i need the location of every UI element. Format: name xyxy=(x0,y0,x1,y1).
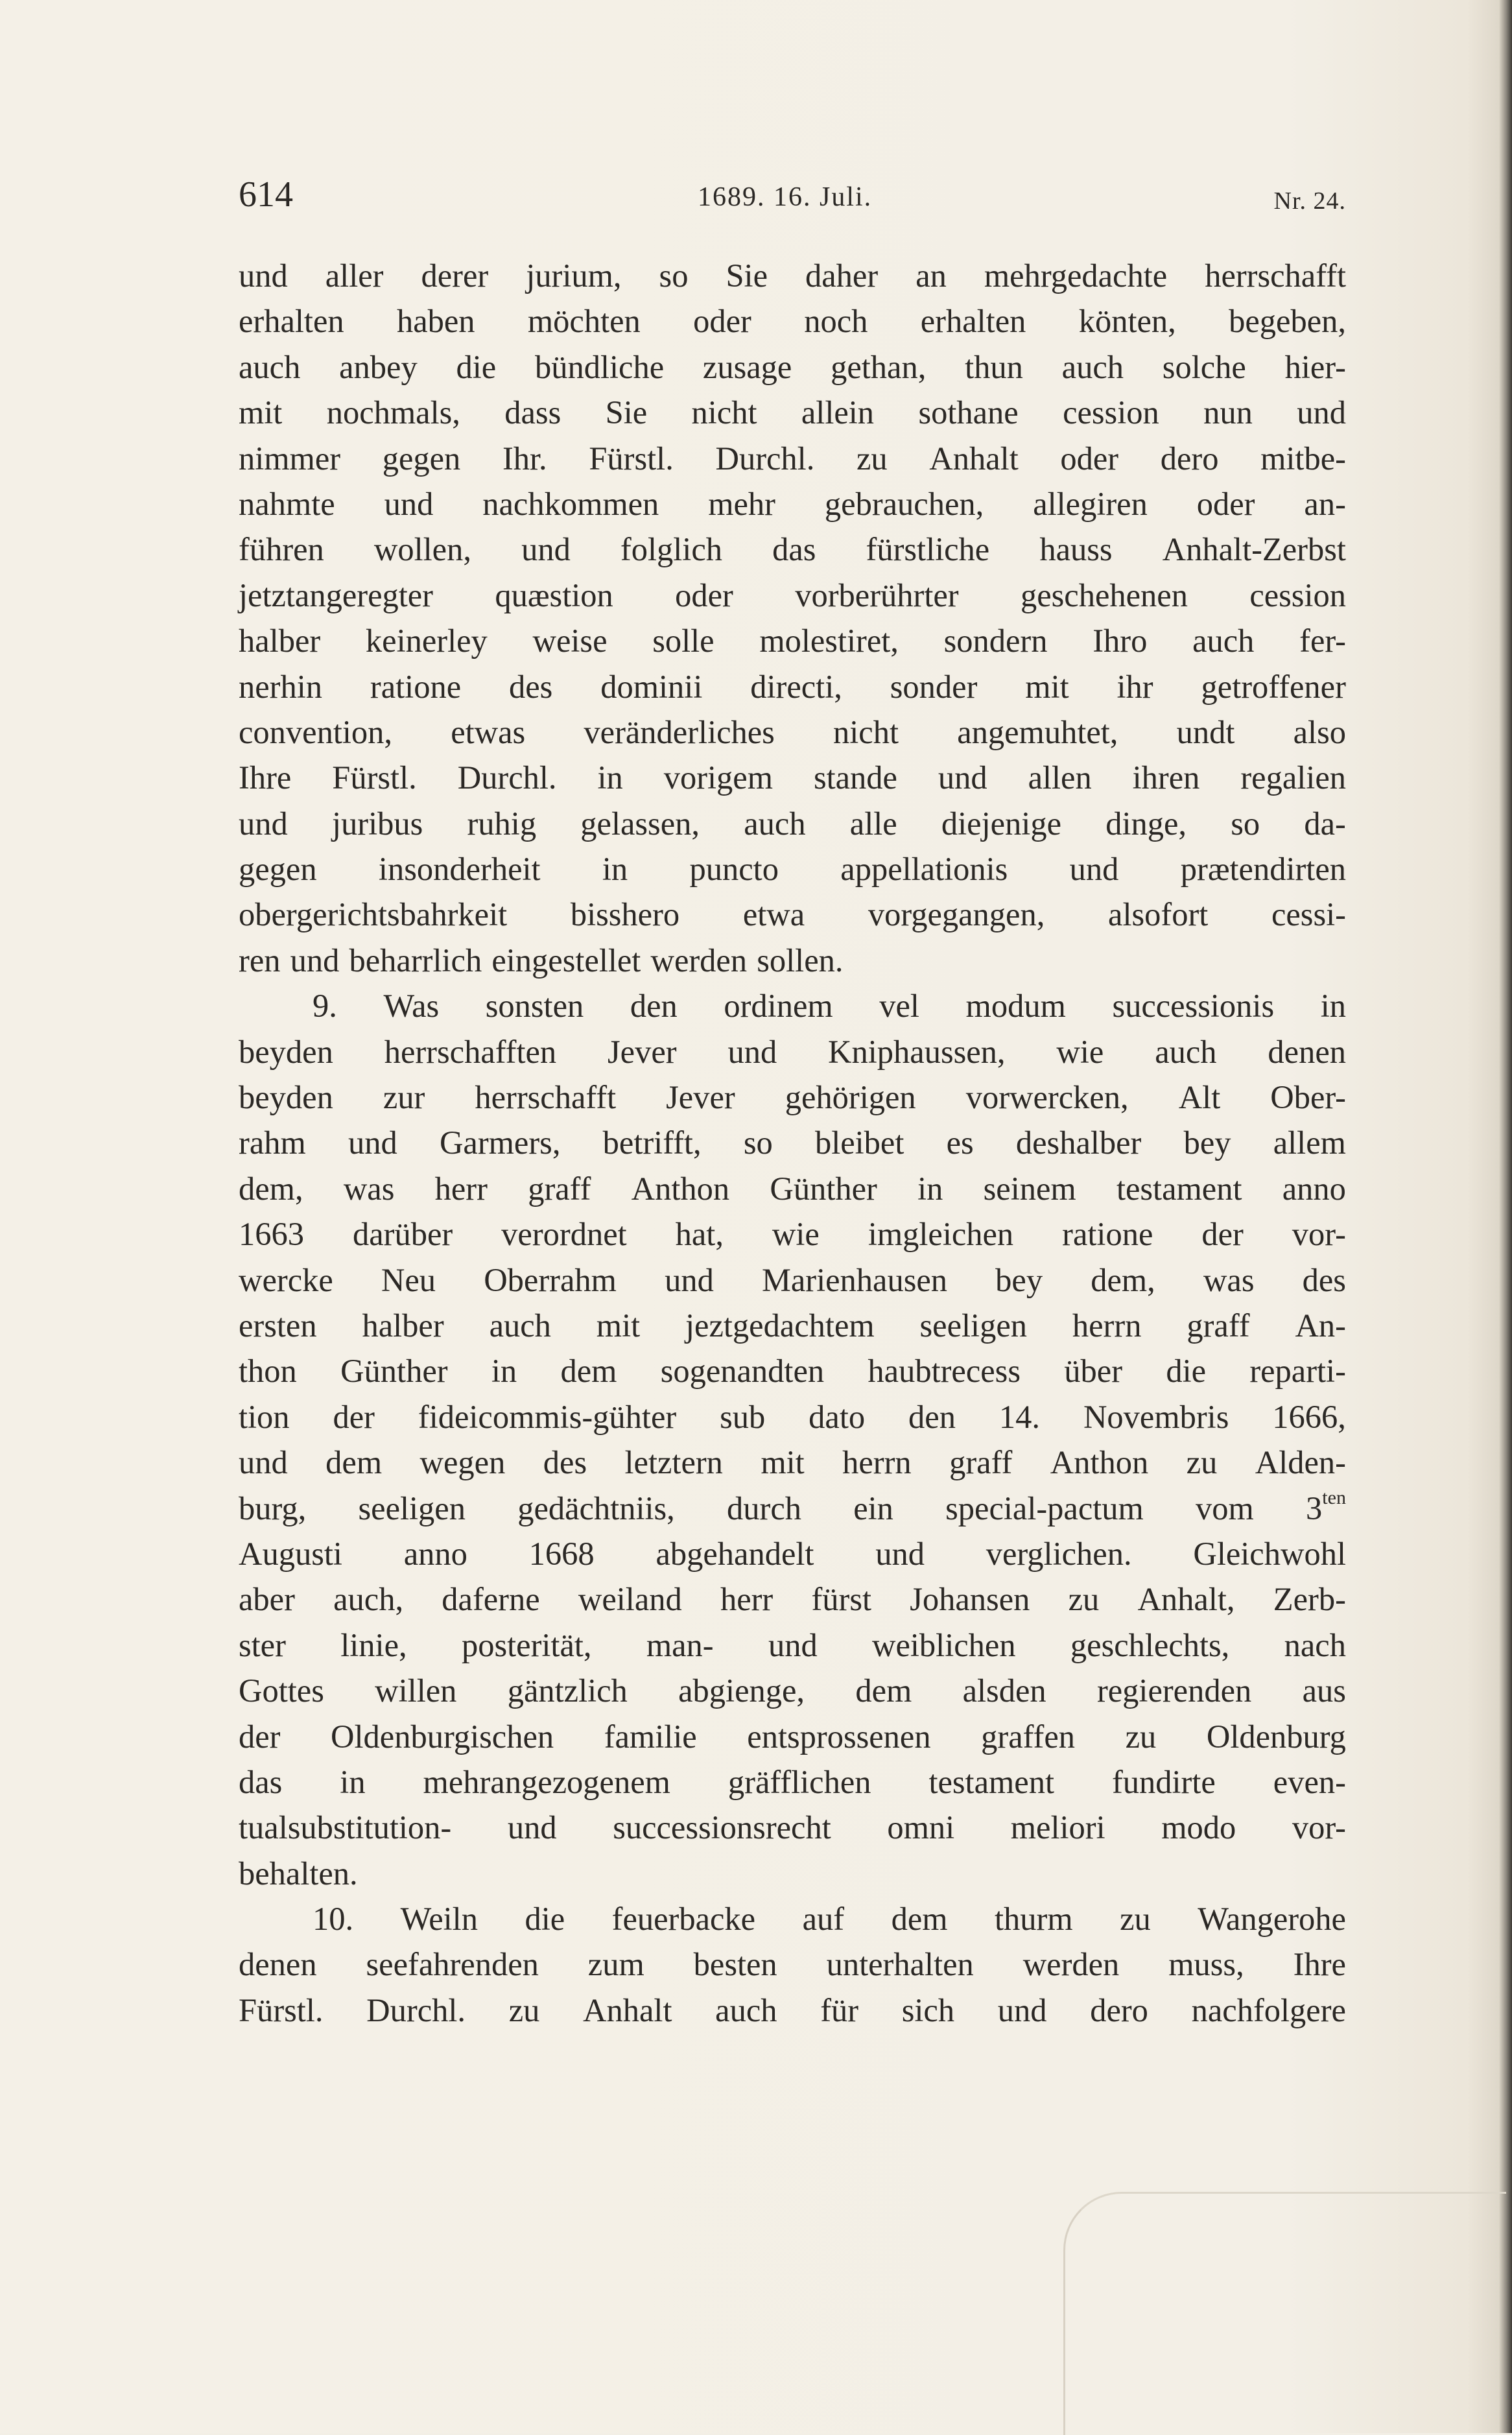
text-line: rahm und Garmers, betrifft, so bleibet es deshalber bey allem xyxy=(239,1124,1346,1161)
text-line: mit nochmals, dass Sie nicht allein sothane cession nun und xyxy=(239,394,1346,431)
text-line: tualsubstitution- und successionsrecht omni meliori modo vor- xyxy=(239,1809,1346,1846)
text-line: burg, seeligen gedächtniis, durch ein special-pactum vom $3^{ten}$ xyxy=(239,1486,1346,1526)
body-text xyxy=(239,253,1346,2033)
text-line: thon Günther in dem sogenandten haubtrecess über die reparti- xyxy=(239,1353,1346,1390)
text-line: Ihre Fürstl. Durchl. in vorigem stande und allen ihren regalien xyxy=(239,759,1346,796)
text-line: halber keinerley weise solle molestiret, sondern Ihro auch fer- xyxy=(239,623,1346,659)
text-line: nahmte und nachkommen mehr gebrauchen, allegiren oder an- xyxy=(239,485,1346,522)
text-line: convention, etwas veränderliches nicht angemuhtet, undt also xyxy=(239,713,1346,750)
text-line: Fürstl. Durchl. zu Anhalt auch für sich und dero nachfolgere xyxy=(239,1991,1346,2028)
text-line: jetztangeregter quæstion oder vorberührter geschehenen cession xyxy=(239,576,1346,613)
text-line: dem, was herr graff Anthon Günther in seinem testament anno xyxy=(239,1170,1346,1207)
text-line: ren und beharrlich eingestellet werden sollen. xyxy=(239,942,844,979)
page-header xyxy=(239,174,1346,226)
text-line: 1663 darüber verordnet hat, wie imgleichen ratione der vor- xyxy=(239,1216,1346,1253)
superscript: ten xyxy=(1322,1486,1346,1508)
text-line: ster linie, posterität, man- und weiblichen geschlechts, nach xyxy=(239,1626,1346,1663)
text-line: Gottes willen gäntzlich abgienge, dem alsden regierenden aus xyxy=(239,1672,1346,1709)
document-number: Nr. 24. xyxy=(1273,187,1346,215)
text-line: obergerichtsbahrkeit bisshero etwa vorgegangen, alsofort cessi- xyxy=(239,896,1346,933)
text-line: beyden zur herrschafft Jever gehörigen vorwercken, Alt Ober- xyxy=(239,1079,1346,1116)
text-line: und aller derer jurium, so Sie daher an mehrgedachte herrschafft xyxy=(239,257,1346,294)
text-line: behalten. xyxy=(239,1855,358,1892)
text-line: Augusti anno 1668 abgehandelt und verglichen. Gleichwohl xyxy=(239,1535,1346,1572)
page-number: 614 xyxy=(239,174,293,215)
text-line: und juribus ruhig gelassen, auch alle diejenige dinge, so da- xyxy=(239,805,1346,842)
text-line: denen seefahrenden zum besten unterhalten werden muss, Ihre xyxy=(239,1946,1346,1983)
header-date: 1689. 16. Juli. xyxy=(698,182,873,212)
text-line: und dem wegen des letztern mit herrn graff Anthon zu Alden- xyxy=(239,1444,1346,1481)
text-line: führen wollen, und folglich das fürstliche hauss Anhalt-Zerbst xyxy=(239,531,1346,568)
text-line: tion der fideicommis-gühter sub dato den 14. Novembris 1666, xyxy=(239,1398,1346,1435)
text-line: gegen insonderheit in puncto appellationis und prætendirten xyxy=(239,851,1346,888)
text-line: der Oldenburgischen familie entsprossenen graffen zu Oldenburg xyxy=(239,1718,1346,1755)
text-line: beyden herrschafften Jever und Kniphaussen, wie auch denen xyxy=(239,1033,1346,1070)
page-curl-shadow xyxy=(1063,2192,1506,2435)
book-gutter-edge xyxy=(1499,0,1512,2433)
text-line: aber auch, daferne weiland herr fürst Johansen zu Anhalt, Zerb- xyxy=(239,1581,1346,1618)
text-line: nerhin ratione des dominii directi, sonder mit ihr getroffener xyxy=(239,668,1346,705)
text-line: wercke Neu Oberrahm und Marienhausen bey dem, was des xyxy=(239,1261,1346,1298)
text-line: erhalten haben möchten oder noch erhalten könten, begeben, xyxy=(239,303,1346,340)
text-line: nimmer gegen Ihr. Fürstl. Durchl. zu Anhalt oder dero mitbe- xyxy=(239,440,1346,477)
text-line: auch anbey die bündliche zusage gethan, thun auch solche hier- xyxy=(239,348,1346,385)
text-line: ersten halber auch mit jeztgedachtem seeligen herrn graff An- xyxy=(239,1307,1346,1344)
text-line: 9. Was sonsten den ordinem vel modum successionis in xyxy=(313,988,1346,1025)
text-line: das in mehrangezogenem gräfflichen testament fundirte even- xyxy=(239,1763,1346,1800)
text-line: 10. Weiln die feuerbacke auf dem thurm zu Wangerohe xyxy=(313,1901,1346,1938)
